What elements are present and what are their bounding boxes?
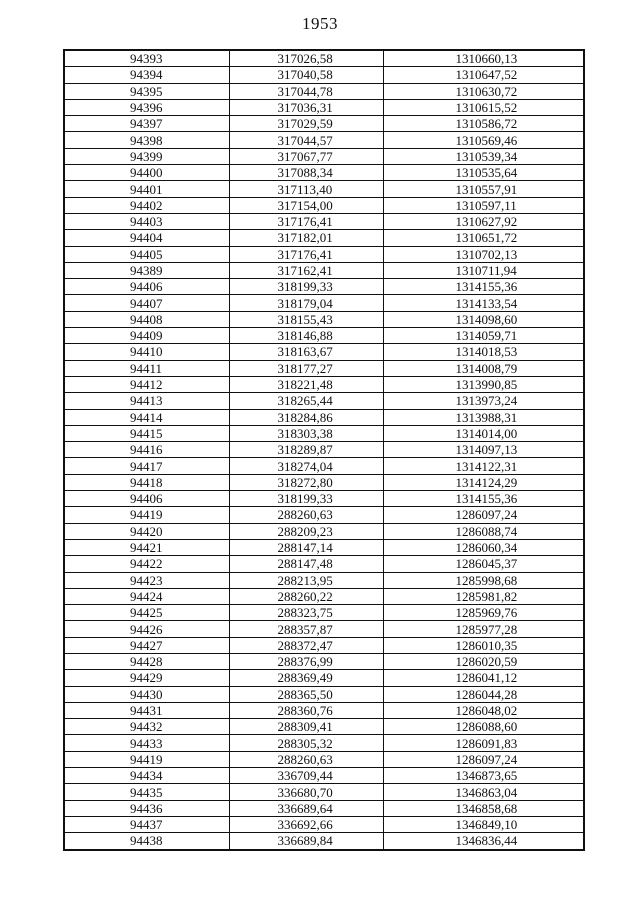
y-coordinate-cell: 1286060,34 [383, 539, 584, 555]
table-row [64, 311, 584, 327]
point-number-cell: 94419 [64, 751, 229, 767]
point-number-cell: 94419 [64, 507, 229, 523]
table-row [64, 83, 584, 99]
x-coordinate-cell: 288147,14 [229, 539, 383, 555]
x-coordinate-cell: 288213,95 [229, 572, 383, 588]
point-number-cell: 94398 [64, 132, 229, 148]
x-coordinate-cell: 318274,04 [229, 458, 383, 474]
table-row [64, 670, 584, 686]
y-coordinate-cell: 1310630,72 [383, 83, 584, 99]
x-coordinate-cell: 318146,88 [229, 328, 383, 344]
y-coordinate-cell: 1310711,94 [383, 262, 584, 278]
point-number-cell: 94435 [64, 784, 229, 800]
y-coordinate-cell: 1310539,34 [383, 148, 584, 164]
point-number-cell: 94418 [64, 474, 229, 490]
x-coordinate-cell: 318163,67 [229, 344, 383, 360]
point-number-cell: 94432 [64, 719, 229, 735]
y-coordinate-cell: 1314122,31 [383, 458, 584, 474]
point-number-cell: 94415 [64, 425, 229, 441]
x-coordinate-cell: 317113,40 [229, 181, 383, 197]
y-coordinate-cell: 1314014,00 [383, 425, 584, 441]
y-coordinate-cell: 1346849,10 [383, 816, 584, 832]
y-coordinate-cell: 1314059,71 [383, 328, 584, 344]
point-number-cell: 94403 [64, 213, 229, 229]
point-number-cell: 94407 [64, 295, 229, 311]
x-coordinate-cell: 288309,41 [229, 719, 383, 735]
point-number-cell: 94428 [64, 653, 229, 669]
table-row [64, 116, 584, 132]
x-coordinate-cell: 317036,31 [229, 99, 383, 115]
y-coordinate-cell: 1314133,54 [383, 295, 584, 311]
table-row [64, 181, 584, 197]
y-coordinate-cell: 1286088,74 [383, 523, 584, 539]
table-row [64, 442, 584, 458]
point-number-cell: 94437 [64, 816, 229, 832]
y-coordinate-cell: 1346873,65 [383, 768, 584, 784]
y-coordinate-cell: 1286091,83 [383, 735, 584, 751]
point-number-cell: 94436 [64, 800, 229, 816]
x-coordinate-cell: 288147,48 [229, 556, 383, 572]
y-coordinate-cell: 1310535,64 [383, 165, 584, 181]
x-coordinate-cell: 288305,32 [229, 735, 383, 751]
y-coordinate-cell: 1314155,36 [383, 491, 584, 507]
table-row [64, 637, 584, 653]
x-coordinate-cell: 288376,99 [229, 653, 383, 669]
x-coordinate-cell: 317040,58 [229, 67, 383, 83]
point-number-cell: 94411 [64, 360, 229, 376]
point-number-cell: 94433 [64, 735, 229, 751]
x-coordinate-cell: 288323,75 [229, 605, 383, 621]
x-coordinate-cell: 318179,04 [229, 295, 383, 311]
point-number-cell: 94397 [64, 116, 229, 132]
table-row [64, 605, 584, 621]
table-row [64, 523, 584, 539]
point-number-cell: 94408 [64, 311, 229, 327]
x-coordinate-cell: 288260,63 [229, 507, 383, 523]
point-number-cell: 94396 [64, 99, 229, 115]
x-coordinate-cell: 288209,23 [229, 523, 383, 539]
y-coordinate-cell: 1314097,13 [383, 442, 584, 458]
y-coordinate-cell: 1314155,36 [383, 279, 584, 295]
y-coordinate-cell: 1313973,24 [383, 393, 584, 409]
point-number-cell: 94421 [64, 539, 229, 555]
table-row [64, 686, 584, 702]
x-coordinate-cell: 318199,33 [229, 279, 383, 295]
point-number-cell: 94434 [64, 768, 229, 784]
point-number-cell: 94426 [64, 621, 229, 637]
y-coordinate-cell: 1286088,60 [383, 719, 584, 735]
table-row [64, 474, 584, 490]
x-coordinate-cell: 317044,57 [229, 132, 383, 148]
point-number-cell: 94389 [64, 262, 229, 278]
x-coordinate-cell: 336680,70 [229, 784, 383, 800]
y-coordinate-cell: 1310569,46 [383, 132, 584, 148]
y-coordinate-cell: 1286041,12 [383, 670, 584, 686]
table-row [64, 50, 584, 67]
y-coordinate-cell: 1346863,04 [383, 784, 584, 800]
y-coordinate-cell: 1286010,35 [383, 637, 584, 653]
x-coordinate-cell: 318199,33 [229, 491, 383, 507]
x-coordinate-cell: 317044,78 [229, 83, 383, 99]
y-coordinate-cell: 1313990,85 [383, 376, 584, 392]
table-row [64, 784, 584, 800]
point-number-cell: 94406 [64, 279, 229, 295]
table-body [64, 50, 584, 850]
x-coordinate-cell: 336689,64 [229, 800, 383, 816]
x-coordinate-cell: 336709,44 [229, 768, 383, 784]
table-row [64, 621, 584, 637]
table-row [64, 833, 584, 850]
table-row [64, 800, 584, 816]
point-number-cell: 94431 [64, 702, 229, 718]
table-row [64, 279, 584, 295]
y-coordinate-cell: 1310615,52 [383, 99, 584, 115]
point-number-cell: 94409 [64, 328, 229, 344]
table-row [64, 507, 584, 523]
table-row [64, 653, 584, 669]
x-coordinate-cell: 317026,58 [229, 50, 383, 67]
x-coordinate-cell: 318272,80 [229, 474, 383, 490]
table-row [64, 99, 584, 115]
point-number-cell: 94424 [64, 588, 229, 604]
x-coordinate-cell: 317176,41 [229, 213, 383, 229]
y-coordinate-cell: 1310660,13 [383, 50, 584, 67]
table-row [64, 491, 584, 507]
y-coordinate-cell: 1286048,02 [383, 702, 584, 718]
x-coordinate-cell: 317162,41 [229, 262, 383, 278]
x-coordinate-cell: 318303,38 [229, 425, 383, 441]
x-coordinate-cell: 288260,63 [229, 751, 383, 767]
point-number-cell: 94438 [64, 833, 229, 850]
y-coordinate-cell: 1310557,91 [383, 181, 584, 197]
point-number-cell: 94427 [64, 637, 229, 653]
point-number-cell: 94414 [64, 409, 229, 425]
y-coordinate-cell: 1285981,82 [383, 588, 584, 604]
y-coordinate-cell: 1314124,29 [383, 474, 584, 490]
table-row [64, 246, 584, 262]
y-coordinate-cell: 1310651,72 [383, 230, 584, 246]
y-coordinate-cell: 1286097,24 [383, 751, 584, 767]
table-row [64, 719, 584, 735]
coordinates-table [63, 49, 585, 851]
page-number: 1953 [302, 14, 338, 33]
table-row [64, 393, 584, 409]
y-coordinate-cell: 1286044,28 [383, 686, 584, 702]
table-row [64, 572, 584, 588]
y-coordinate-cell: 1286020,59 [383, 653, 584, 669]
table-row [64, 458, 584, 474]
table-row [64, 556, 584, 572]
y-coordinate-cell: 1314098,60 [383, 311, 584, 327]
table-row [64, 751, 584, 767]
table-row [64, 213, 584, 229]
y-coordinate-cell: 1314008,79 [383, 360, 584, 376]
table-row [64, 230, 584, 246]
point-number-cell: 94405 [64, 246, 229, 262]
x-coordinate-cell: 317154,00 [229, 197, 383, 213]
x-coordinate-cell: 317176,41 [229, 246, 383, 262]
x-coordinate-cell: 288360,76 [229, 702, 383, 718]
point-number-cell: 94425 [64, 605, 229, 621]
x-coordinate-cell: 288369,49 [229, 670, 383, 686]
point-number-cell: 94393 [64, 50, 229, 67]
point-number-cell: 94401 [64, 181, 229, 197]
y-coordinate-cell: 1346858,68 [383, 800, 584, 816]
x-coordinate-cell: 318177,27 [229, 360, 383, 376]
point-number-cell: 94410 [64, 344, 229, 360]
y-coordinate-cell: 1286097,24 [383, 507, 584, 523]
y-coordinate-cell: 1285998,68 [383, 572, 584, 588]
x-coordinate-cell: 317088,34 [229, 165, 383, 181]
point-number-cell: 94402 [64, 197, 229, 213]
table-row [64, 588, 584, 604]
y-coordinate-cell: 1313988,31 [383, 409, 584, 425]
point-number-cell: 94423 [64, 572, 229, 588]
x-coordinate-cell: 318155,43 [229, 311, 383, 327]
x-coordinate-cell: 317067,77 [229, 148, 383, 164]
table-row [64, 409, 584, 425]
table-row [64, 165, 584, 181]
y-coordinate-cell: 1285969,76 [383, 605, 584, 621]
point-number-cell: 94394 [64, 67, 229, 83]
table-row [64, 67, 584, 83]
point-number-cell: 94413 [64, 393, 229, 409]
table-row [64, 295, 584, 311]
x-coordinate-cell: 317029,59 [229, 116, 383, 132]
table-row [64, 148, 584, 164]
y-coordinate-cell: 1346836,44 [383, 833, 584, 850]
point-number-cell: 94412 [64, 376, 229, 392]
point-number-cell: 94395 [64, 83, 229, 99]
table-row [64, 539, 584, 555]
point-number-cell: 94406 [64, 491, 229, 507]
table-row [64, 735, 584, 751]
y-coordinate-cell: 1310702,13 [383, 246, 584, 262]
point-number-cell: 94429 [64, 670, 229, 686]
table-row [64, 344, 584, 360]
x-coordinate-cell: 336689,84 [229, 833, 383, 850]
point-number-cell: 94400 [64, 165, 229, 181]
table-row [64, 376, 584, 392]
x-coordinate-cell: 317182,01 [229, 230, 383, 246]
table-row [64, 328, 584, 344]
x-coordinate-cell: 318284,86 [229, 409, 383, 425]
x-coordinate-cell: 288260,22 [229, 588, 383, 604]
y-coordinate-cell: 1310627,92 [383, 213, 584, 229]
table-row [64, 132, 584, 148]
x-coordinate-cell: 288372,47 [229, 637, 383, 653]
point-number-cell: 94417 [64, 458, 229, 474]
table-row [64, 816, 584, 832]
y-coordinate-cell: 1286045,37 [383, 556, 584, 572]
point-number-cell: 94422 [64, 556, 229, 572]
y-coordinate-cell: 1314018,53 [383, 344, 584, 360]
point-number-cell: 94399 [64, 148, 229, 164]
y-coordinate-cell: 1310597,11 [383, 197, 584, 213]
x-coordinate-cell: 336692,66 [229, 816, 383, 832]
table-row [64, 197, 584, 213]
point-number-cell: 94404 [64, 230, 229, 246]
y-coordinate-cell: 1285977,28 [383, 621, 584, 637]
table-row [64, 262, 584, 278]
table-row [64, 425, 584, 441]
x-coordinate-cell: 318265,44 [229, 393, 383, 409]
x-coordinate-cell: 288365,50 [229, 686, 383, 702]
point-number-cell: 94420 [64, 523, 229, 539]
table-row [64, 768, 584, 784]
x-coordinate-cell: 288357,87 [229, 621, 383, 637]
point-number-cell: 94416 [64, 442, 229, 458]
x-coordinate-cell: 318289,87 [229, 442, 383, 458]
table-row [64, 702, 584, 718]
point-number-cell: 94430 [64, 686, 229, 702]
x-coordinate-cell: 318221,48 [229, 376, 383, 392]
y-coordinate-cell: 1310586,72 [383, 116, 584, 132]
y-coordinate-cell: 1310647,52 [383, 67, 584, 83]
table-row [64, 360, 584, 376]
